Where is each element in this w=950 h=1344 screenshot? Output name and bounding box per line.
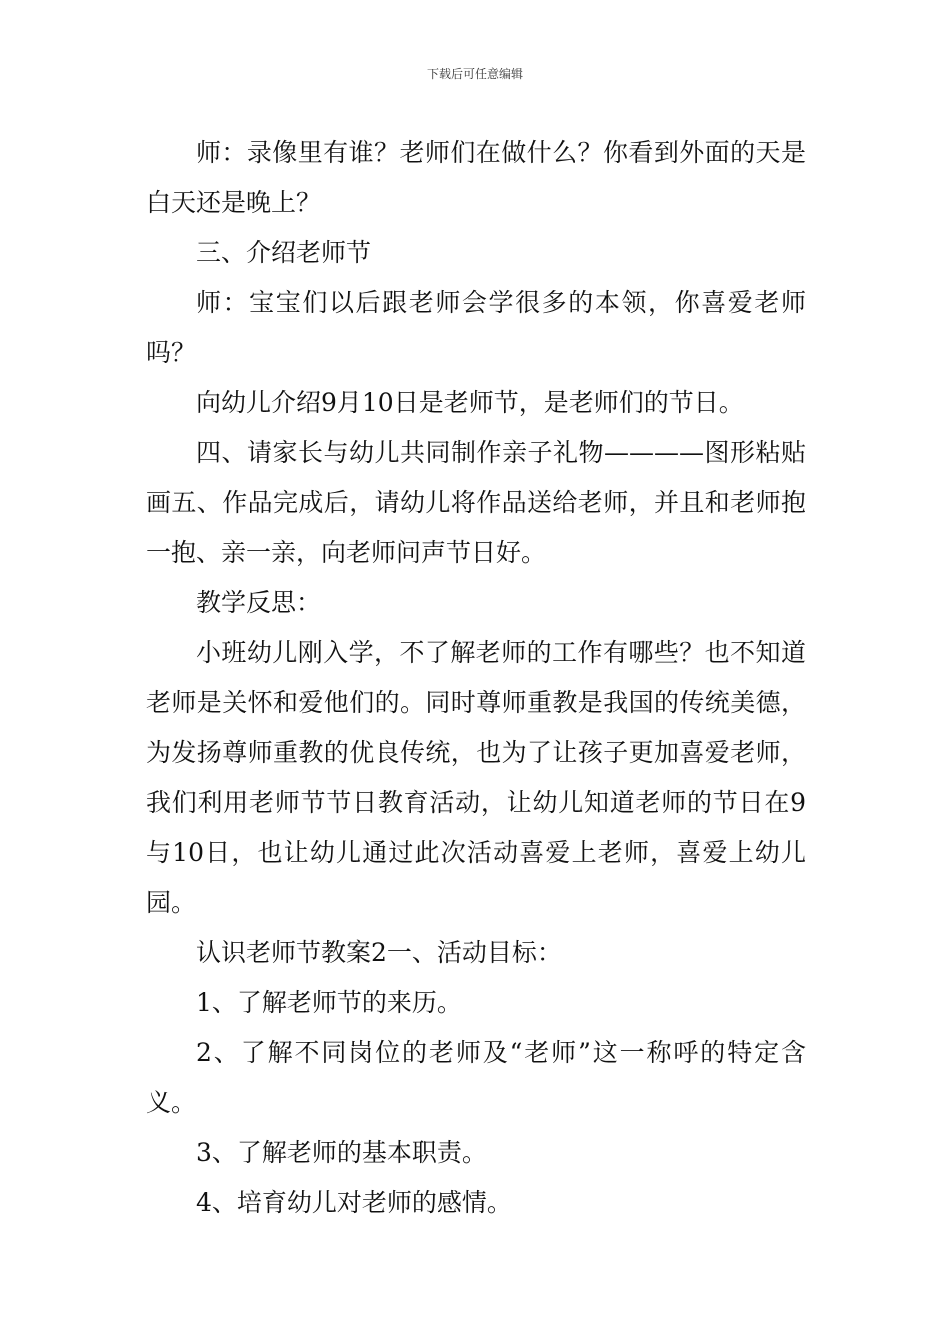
paragraph-parent-child-gift: 四、请家长与幼儿共同制作亲子礼物————图形粘贴画五、作品完成后，请幼儿将作品送给老师，并且和老师抱一抱、亲一亲，向老师问声节日好。 [146, 438, 806, 567]
paragraph-teachers-day-date: 向幼儿介绍9月10日是老师节，是老师们的节日。 [196, 388, 744, 417]
paragraph-video-question: 师：录像里有谁？老师们在做什么？你看到外面的天是白天还是晚上？ [146, 138, 806, 217]
list-item-goal-4: 4、培育幼儿对老师的感情。 [196, 1188, 512, 1217]
paragraph-reflection-body: 小班幼儿刚入学，不了解老师的工作有哪些？也不知道老师是关怀和爱他们的。同时尊师重教是我国的传统美德，为发扬尊师重教的优良传统，也为了让孩子更加喜爱老师，我们利用老师节节日教育活动，让幼儿知道老师的节日在9与10日，也让幼儿通过此次活动喜爱上老师，喜爱上幼儿园。 [146, 638, 806, 917]
document-body [146, 128, 806, 1228]
list-item-goal-2: 2、了解不同岗位的老师及“老师”这一称呼的特定含义。 [146, 1038, 806, 1117]
page-header-note: 下载后可任意编辑 [426, 67, 523, 81]
heading-lesson-plan-2-goals: 认识老师节教案2一、活动目标： [196, 938, 562, 967]
heading-teaching-reflection: 教学反思： [196, 588, 322, 617]
paragraph-love-teacher-question: 师：宝宝们以后跟老师会学很多的本领，你喜爱老师吗？ [146, 288, 806, 367]
list-item-goal-1: 1、了解老师节的来历。 [196, 988, 462, 1017]
list-item-goal-3: 3、了解老师的基本职责。 [196, 1138, 487, 1167]
section-heading-introduce-teachers-day: 三、介绍老师节 [196, 238, 372, 267]
